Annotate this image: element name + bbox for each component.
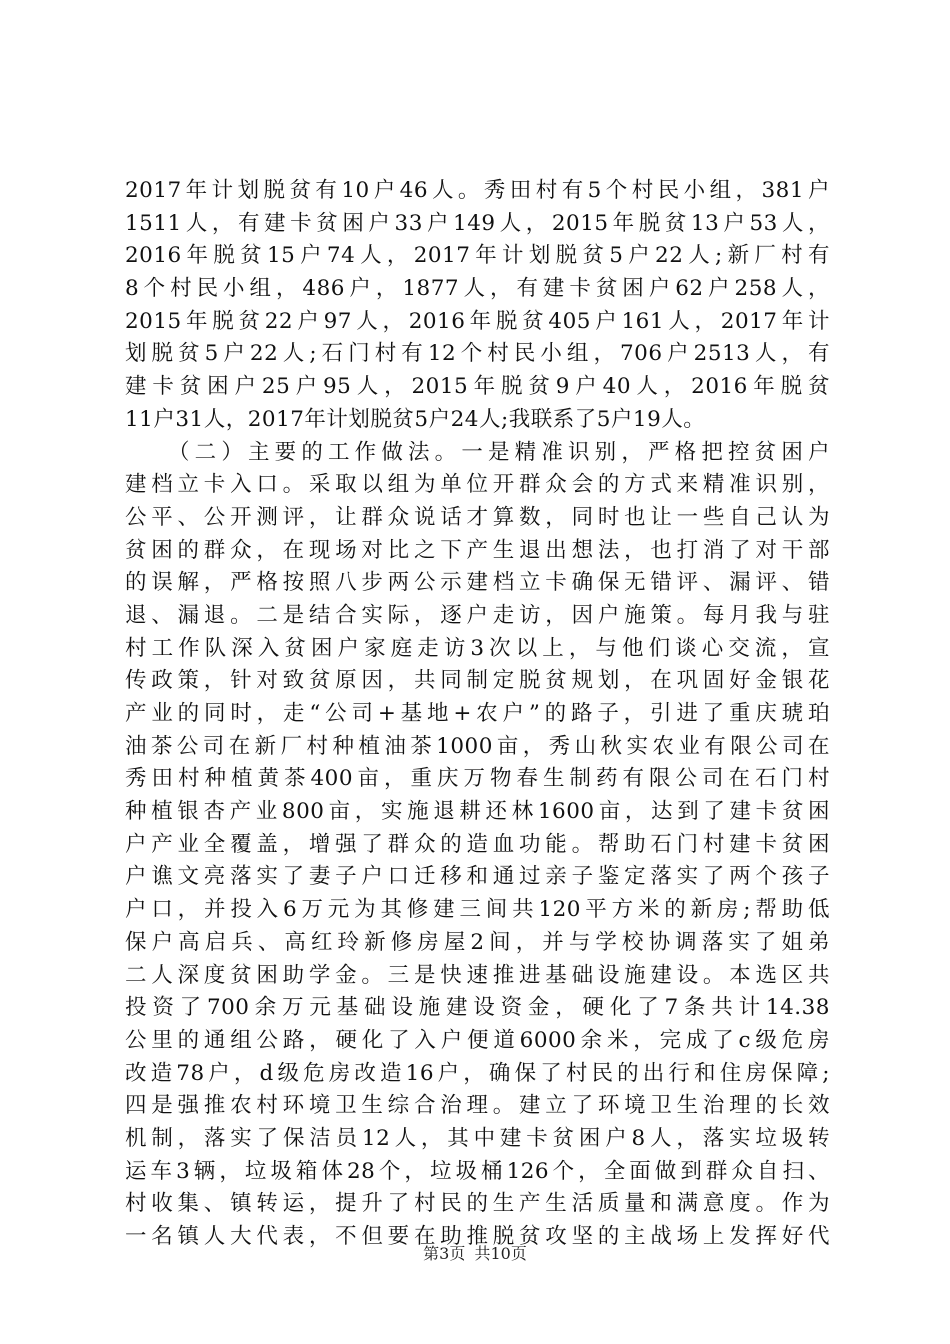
text-line: 运车3辆，垃圾箱体28个，垃圾桶126个，全面做到群众自扫、 — [125, 1158, 830, 1184]
text-line: 退、漏退。二是结合实际，逐户走访，因户施策。每月我与驻 — [125, 602, 830, 628]
text-line: 投资了700余万元基础设施建设资金，硬化了7条共计14.38 — [125, 995, 830, 1021]
text-line: 四是强推农村环境卫生综合治理。建立了环境卫生治理的长效 — [125, 1093, 830, 1119]
text-line: 秀田村种植黄茶400亩，重庆万物春生制药有限公司在石门村 — [125, 766, 830, 792]
total-pages: 共10页 — [474, 1244, 527, 1263]
text-line: 划脱贫5户22人;石门村有12个村民小组，706户2513人，有 — [125, 341, 830, 367]
text-line: 户口，并投入6万元为其修建三间共120平方米的新房;帮助低 — [125, 897, 830, 923]
page-footer — [0, 1243, 950, 1265]
text-line: 机制，落实了保洁员12人，其中建卡贫困户8人，落实垃圾转 — [125, 1125, 830, 1151]
text-line: 产业的同时，走“公司+基地+农户”的路子，引进了重庆琥珀 — [125, 701, 830, 726]
text-line: 村工作队深入贫困户家庭走访3次以上，与他们谈心交流，宣 — [125, 635, 830, 661]
paragraph-start-line: （二）主要的工作做法。一是精准识别，严格把控贫困户 — [168, 439, 830, 465]
text-line: 油茶公司在新厂村种植油茶1000亩，秀山秋实农业有限公司在 — [125, 733, 830, 759]
text-line: 2017年计划脱贫有10户46人。秀田村有5个村民小组，381户 — [125, 178, 830, 203]
text-line: 公里的通组公路，硬化了入户便道6000余米，完成了c级危房 — [125, 1027, 830, 1053]
text-line: 建卡贫困户25户95人，2015年脱贫9户40人，2016年脱贫 — [125, 374, 830, 400]
text-line: 8个村民小组，486户，1877人，有建卡贫困户62户258人， — [125, 276, 830, 302]
text-line: 户谯文亮落实了妻子户口迁移和通过亲子鉴定落实了两个孩子 — [125, 864, 830, 890]
text-line: 公平、公开测评，让群众说话才算数，同时也让一些自己认为 — [125, 504, 830, 530]
text-line: 村收集、镇转运，提升了村民的生产生活质量和满意度。作为 — [125, 1191, 830, 1217]
text-line: 二人深度贫困助学金。三是快速推进基础设施建设。本选区共 — [125, 962, 830, 988]
text-line: 1511人，有建卡贫困户33户149人，2015年脱贫13户53人， — [125, 210, 830, 236]
text-line: 建档立卡入口。采取以组为单位开群众会的方式来精准识别， — [125, 472, 830, 498]
text-line: 一名镇人大代表，不但要在助推脱贫攻坚的主战场上发挥好代 — [125, 1224, 830, 1249]
text-line: 的误解，严格按照八步两公示建档立卡确保无错评、漏评、错 — [125, 570, 830, 596]
text-line: 2016年脱贫15户74人，2017年计划脱贫5户22人;新厂村有 — [125, 243, 830, 269]
text-line: 种植银杏产业800亩，实施退耕还林1600亩，达到了建卡贫困 — [125, 799, 830, 825]
text-line: 11户31人，2017年计划脱贫5户24人;我联系了5户19人。 — [125, 406, 706, 432]
text-line: 2015年脱贫22户97人，2016年脱贫405户161人，2017年计 — [125, 308, 830, 334]
text-line: 保户高启兵、高红玲新修房屋2间，并与学校协调落实了姐弟 — [125, 929, 830, 955]
body-text — [125, 175, 830, 1254]
text-line: 改造78户，d级危房改造16户，确保了村民的出行和住房保障; — [125, 1060, 830, 1086]
page-number: 第3页 — [423, 1244, 466, 1263]
text-line: 贫困的群众，在现场对比之下产生退出想法，也打消了对干部 — [125, 537, 830, 563]
text-line: 传政策，针对致贫原因，共同制定脱贫规划，在巩固好金银花 — [125, 668, 830, 694]
text-line: 户产业全覆盖，增强了群众的造血功能。帮助石门村建卡贫困 — [125, 831, 830, 857]
